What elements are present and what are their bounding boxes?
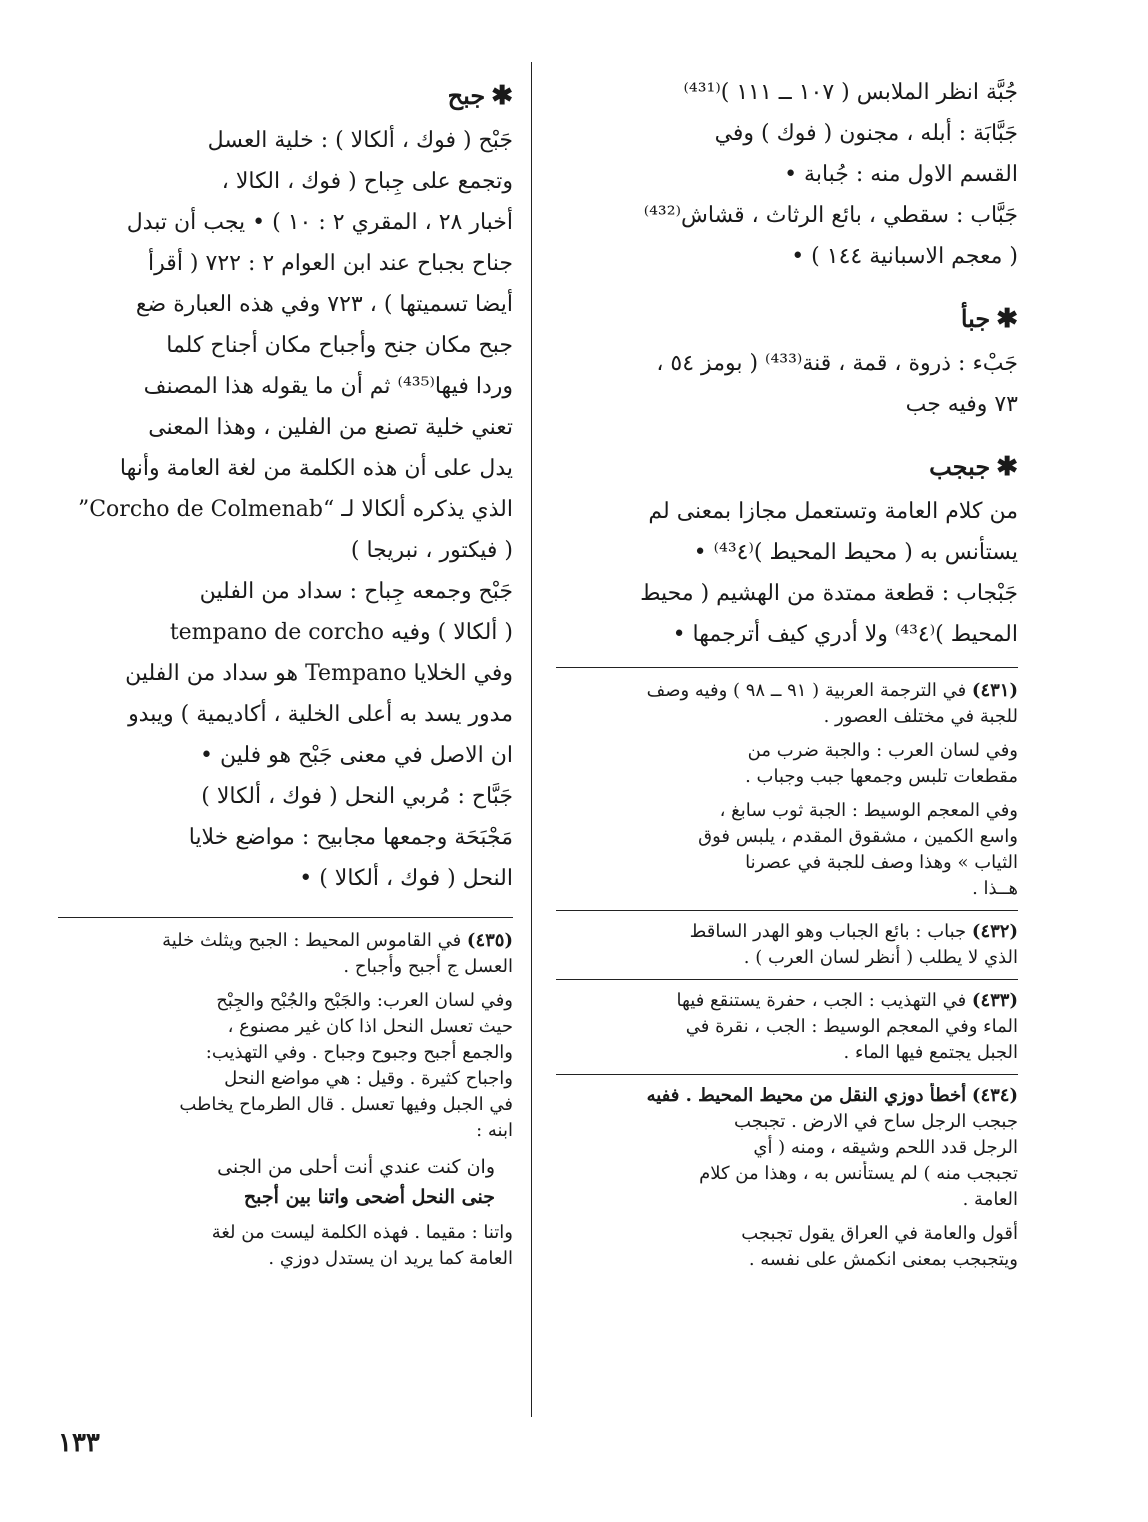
footnote: وفي المعجم الوسيط : الجبة ثوب سابغ ، واسع الكمين ، مشقوق المقدم ، يلبس فوق الثياب » وهذا وصف للجبة في عصرنا هــذا . (698, 800, 1018, 899)
right-column (556, 72, 1018, 1281)
left-column (58, 72, 513, 1280)
entry-line: جَبْجاب : قطعة ممتدة من الهشيم ( محيط (640, 581, 1018, 606)
entry-line: ٧٣ وفيه جب (905, 392, 1018, 417)
footnote: واتنا : مقيما . فهذه الكلمة ليست من لغة العامة كما يريد ان يستدل دوزي . (211, 1222, 513, 1269)
footnote-divider (556, 910, 1018, 911)
entry-line: جَبْح وجمعه جِباح : سداد من الفلين (199, 579, 513, 604)
entry-line: أخبار ٢٨ ، المقري ٢ : ١٠ ) • يجب أن تبدل (126, 210, 513, 235)
entry-line: يستأنس به ( محيط المحيط )⁽⁴³٤⁾ • (693, 540, 1018, 565)
entry-heading: ✱جبح (447, 81, 513, 111)
entry-line: جَبْح ( فوك ، ألكالا ) : خلية العسل (207, 128, 513, 153)
entry-heading: ✱جبأ (960, 304, 1018, 334)
column-divider (531, 62, 532, 1417)
poem-verse: وان كنت عندي أنت أحلى من الجنى جنى النحل أضحى واتنا بين أجبح (217, 1156, 495, 1208)
entry-heading: ✱جبجب (929, 452, 1018, 482)
entry-line: جَبَّاح : مُربي النحل ( فوك ، ألكالا ) (201, 784, 513, 809)
footnote: (٤٣٥) في القاموس المحيط : الجبح ويثلث خلية العسل ج أجبح وأجباح . (162, 930, 513, 977)
footnote-divider (556, 979, 1018, 980)
entry-line: ( معجم الاسبانية ١٤٤ ) • (791, 244, 1018, 269)
entry-line: ( فيكتور ، نبريجا ) (350, 538, 513, 563)
entry-line: مدور يسد به أعلى الخلية ، أكاديمية ) ويبدو (128, 702, 513, 727)
entry-line: يدل على أن هذه الكلمة من لغة العامة وأنها (119, 456, 513, 481)
footnote: (٤٣١) في الترجمة العربية ( ٩١ ــ ٩٨ ) وفيه وصف للجبة في مختلف العصور . (646, 680, 1018, 727)
asterisk-icon: ✱ (996, 452, 1018, 482)
entry-line: النحل ( فوك ، ألكالا ) • (299, 866, 513, 891)
entry-line: الذي يذكره ألكالا لـ “Corcho de Colmenab” (77, 497, 513, 522)
entry-line: جبح مكان جنح وأجباح مكان أجناح كلما (166, 333, 513, 358)
entry-line: ان الاصل في معنى جَبْح هو فلين • (199, 743, 513, 768)
footnote-divider (556, 667, 1018, 668)
entry-line: جناح بجباح عند ابن العوام ٢ : ٧٢٢ ( أقرأ (148, 251, 513, 276)
entry-line: المحيط )⁽⁴³٤⁾ ولا أدري كيف أترجمها • (672, 622, 1018, 647)
footnote-divider (556, 1074, 1018, 1075)
footnote-divider (58, 917, 513, 918)
footnote: (٤٣٢) جباب : بائع الجباب وهو الهدر الساقط الذي لا يطلب ( أنظر لسان العرب ) . (689, 921, 1018, 968)
footnote: وفي لسان العرب: والجَبْح والجُبْح والجِبْح حيث تعسل النحل اذا كان غير مصنوع ، والجمع أجبح وجبوح وجباح . وفي التهذيب: واجباح كثيرة . وقيل : هي مواضع النحل في الجبل وفيها تعسل . قال الطرماح يخاطب ابنه : (179, 990, 513, 1141)
footnote: وفي لسان العرب : والجبة ضرب من مقطعات تلبس وجمعها جبب وجباب . (745, 740, 1018, 787)
entry-line: القسم الاول منه : جُبابة • (784, 162, 1018, 187)
entry-line: جَبَّابَة : أبله ، مجنون ( فوك ) وفي (714, 121, 1018, 146)
asterisk-icon: ✱ (996, 304, 1018, 334)
page-number: ١٣٣ (58, 1428, 100, 1458)
asterisk-icon: ✱ (491, 81, 513, 111)
entry-line: ( ألكالا ) وفيه tempano de corcho (169, 620, 513, 645)
entry-line: مَجْبَحَة وجمعها مجابيح : مواضع خلايا (188, 825, 513, 850)
entry-line: وفي الخلايا Tempano هو سداد من الفلين (125, 661, 513, 686)
footnote: أقول والعامة في العراق يقول تجبجب ويتجبجب بمعنى انكمش على نفسه . (741, 1223, 1018, 1270)
entry-line: أيضا تسميتها ) ، ٧٢٣ وفي هذه العبارة ضع (135, 292, 513, 317)
entry-line: وتجمع على جِباح ( فوك ، الكالا ، (221, 169, 513, 194)
footnote: (٤٣٣) في التهذيب : الجب ، حفرة يستنقع فيها الماء وفي المعجم الوسيط : الجب ، نقرة في الجبل يجتمع فيها الماء . (676, 990, 1018, 1063)
entry-line: وردا فيها⁽⁴³⁵⁾ ثم أن ما يقوله هذا المصنف (143, 374, 513, 399)
entry-line: جُبَّة انظر الملابس ( ١٠٧ ــ ١١١ )⁽⁴³¹⁾ (683, 80, 1018, 105)
entry-line: جَبَّاب : سقطي ، بائع الرثاث ، قشاش⁽⁴³²⁾ (643, 203, 1018, 228)
footnote: (٤٣٤) أخطأ دوزي النقل من محيط المحيط . ففيه جبجب الرجل ساح في الارض . تجبجب الرجل قدد اللحم وشيقه ، ومنه ( أي تجبجب منه ) لم يستأنس به ، وهذا من كلام العامة . (646, 1085, 1018, 1210)
entry-line: تعني خلية تصنع من الفلين ، وهذا المعنى (148, 415, 513, 440)
entry-line: من كلام العامة وتستعمل مجازا بمعنى لم (648, 499, 1018, 524)
entry-line: جَبْء : ذروة ، قمة ، قنة⁽⁴³³⁾ ( بومز ٥٤ ، (656, 351, 1018, 376)
